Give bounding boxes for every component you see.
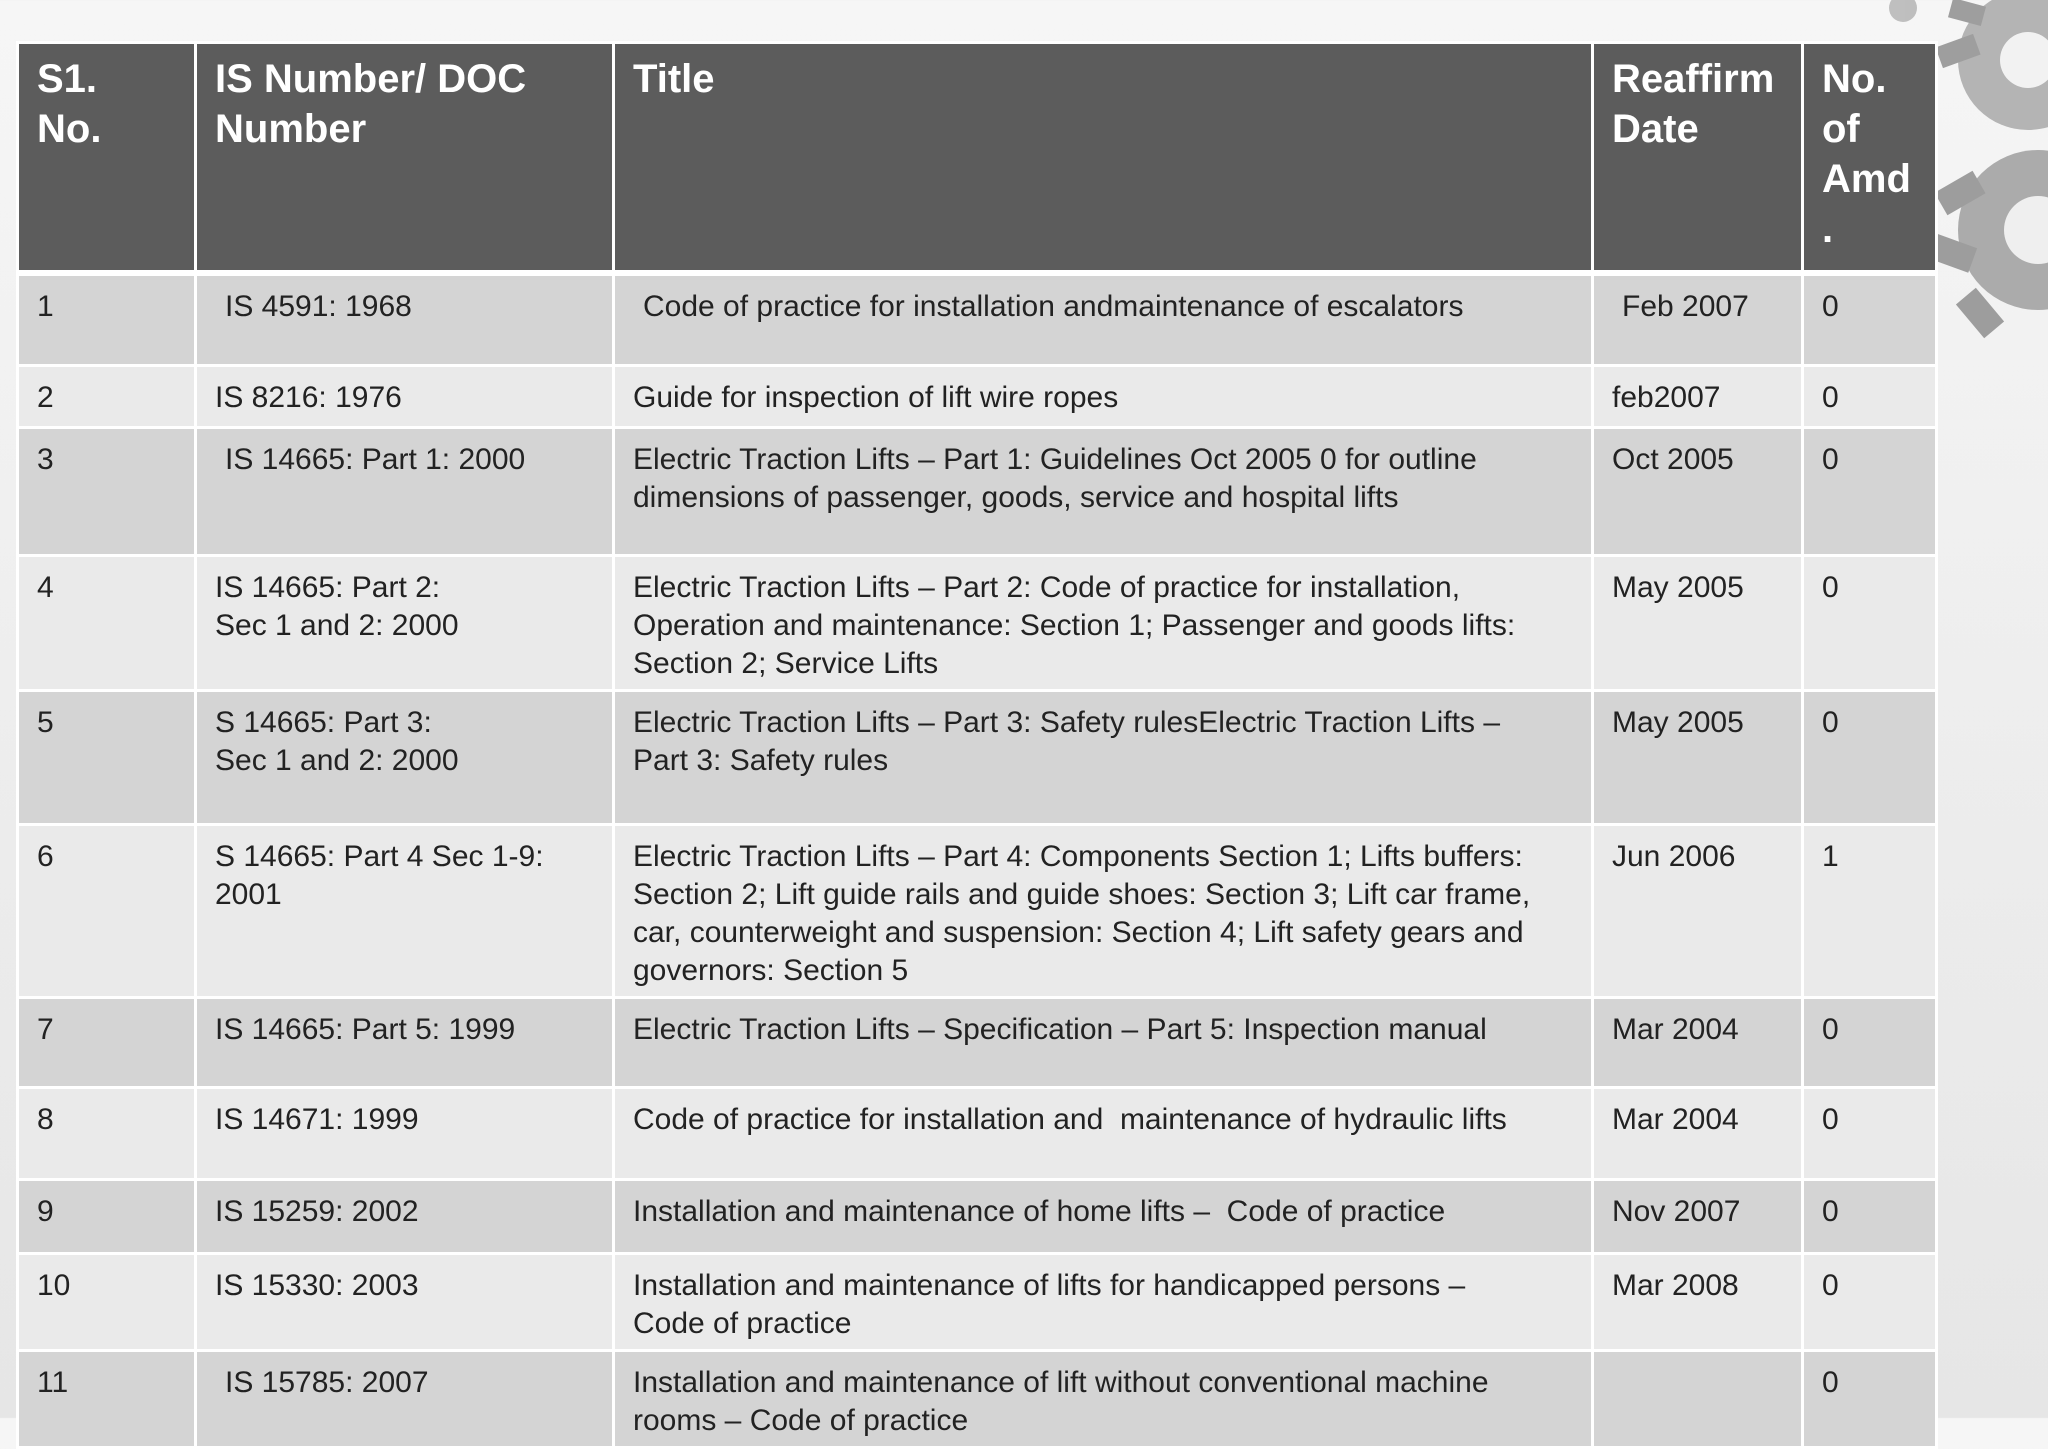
- cell-reaffirm-date: Jun 2006: [1593, 824, 1803, 997]
- cell-title: Code of practice for installation andmaintenance of escalators: [614, 273, 1593, 365]
- cell-sl: 7: [18, 997, 196, 1087]
- cell-sl: 8: [18, 1087, 196, 1179]
- header-reaffirm-date: Reaffirm Date: [1593, 43, 1803, 274]
- cell-is-number: IS 8216: 1976: [196, 365, 614, 427]
- header-sl-no: S1. No.: [18, 43, 196, 274]
- header-title: Title: [614, 43, 1593, 274]
- cell-reaffirm-date: Mar 2004: [1593, 1087, 1803, 1179]
- cell-sl: 4: [18, 555, 196, 690]
- cell-is-number: IS 14671: 1999: [196, 1087, 614, 1179]
- cell-is-number: IS 15259: 2002: [196, 1179, 614, 1253]
- cell-amd: 1: [1803, 824, 1937, 997]
- standards-table: [16, 41, 1938, 1449]
- cell-sl: 2: [18, 365, 196, 427]
- cell-title: Electric Traction Lifts – Part 1: Guidelines Oct 2005 0 for outline dimensions of passenger, goods, service and hospital lifts: [614, 427, 1593, 555]
- cell-sl: 5: [18, 690, 196, 824]
- table-header-row: [18, 43, 1937, 274]
- cell-title: Installation and maintenance of lift without conventional machine rooms – Code of practice: [614, 1350, 1593, 1447]
- table-row: [18, 1253, 1937, 1350]
- cell-sl: 6: [18, 824, 196, 997]
- cell-amd: 0: [1803, 273, 1937, 365]
- cell-is-number: IS 15330: 2003: [196, 1253, 614, 1350]
- cell-reaffirm-date: Feb 2007: [1593, 273, 1803, 365]
- table-row: [18, 273, 1937, 365]
- cell-is-number: IS 15785: 2007: [196, 1350, 614, 1447]
- cell-title: Electric Traction Lifts – Part 3: Safety rulesElectric Traction Lifts – Part 3: Safety rules: [614, 690, 1593, 824]
- cell-title: Electric Traction Lifts – Part 2: Code of practice for installation, Operation and maintenance: Section 1; Passenger and goods lifts: Section 2; Service Lifts: [614, 555, 1593, 690]
- cell-is-number: IS 14665: Part 2: Sec 1 and 2: 2000: [196, 555, 614, 690]
- cell-amd: 0: [1803, 690, 1937, 824]
- table-row: [18, 1179, 1937, 1253]
- table-row: [18, 1350, 1937, 1447]
- cell-reaffirm-date: May 2005: [1593, 555, 1803, 690]
- cell-amd: 0: [1803, 1179, 1937, 1253]
- cell-amd: 0: [1803, 365, 1937, 427]
- cell-reaffirm-date: Mar 2004: [1593, 997, 1803, 1087]
- cell-is-number: IS 14665: Part 5: 1999: [196, 997, 614, 1087]
- header-no-of-amd: No. of Amd .: [1803, 43, 1937, 274]
- table-row: [18, 824, 1937, 997]
- cell-amd: 0: [1803, 1350, 1937, 1447]
- cell-is-number: IS 4591: 1968: [196, 273, 614, 365]
- cell-title: Code of practice for installation and maintenance of hydraulic lifts: [614, 1087, 1593, 1179]
- cell-reaffirm-date: [1593, 1350, 1803, 1447]
- cell-sl: 9: [18, 1179, 196, 1253]
- cell-title: Installation and maintenance of home lifts – Code of practice: [614, 1179, 1593, 1253]
- cell-amd: 0: [1803, 1253, 1937, 1350]
- cell-amd: 0: [1803, 1087, 1937, 1179]
- cell-sl: 11: [18, 1350, 196, 1447]
- standards-table-container: [16, 41, 1935, 1449]
- table-row: [18, 555, 1937, 690]
- cell-reaffirm-date: Oct 2005: [1593, 427, 1803, 555]
- cell-reaffirm-date: feb2007: [1593, 365, 1803, 427]
- table-row: [18, 690, 1937, 824]
- cell-reaffirm-date: May 2005: [1593, 690, 1803, 824]
- cell-reaffirm-date: Mar 2008: [1593, 1253, 1803, 1350]
- cell-amd: 0: [1803, 555, 1937, 690]
- cell-sl: 3: [18, 427, 196, 555]
- cell-is-number: S 14665: Part 4 Sec 1-9: 2001: [196, 824, 614, 997]
- cell-title: Electric Traction Lifts – Specification – Part 5: Inspection manual: [614, 997, 1593, 1087]
- cell-title: Guide for inspection of lift wire ropes: [614, 365, 1593, 427]
- cell-amd: 0: [1803, 427, 1937, 555]
- cell-is-number: S 14665: Part 3: Sec 1 and 2: 2000: [196, 690, 614, 824]
- cell-reaffirm-date: Nov 2007: [1593, 1179, 1803, 1253]
- cell-sl: 1: [18, 273, 196, 365]
- table-row: [18, 427, 1937, 555]
- cell-title: Installation and maintenance of lifts for handicapped persons – Code of practice: [614, 1253, 1593, 1350]
- table-row: [18, 997, 1937, 1087]
- cell-sl: 10: [18, 1253, 196, 1350]
- cell-is-number: IS 14665: Part 1: 2000: [196, 427, 614, 555]
- cell-title: Electric Traction Lifts – Part 4: Components Section 1; Lifts buffers: Section 2; Lift guide rails and guide shoes: Section 3; Lift car frame, car, counterweight and suspension: Section 4; Lift safety gears and governors: Section 5: [614, 824, 1593, 997]
- table-row: [18, 1087, 1937, 1179]
- cell-amd: 0: [1803, 997, 1937, 1087]
- header-is-number: IS Number/ DOC Number: [196, 43, 614, 274]
- table-row: [18, 365, 1937, 427]
